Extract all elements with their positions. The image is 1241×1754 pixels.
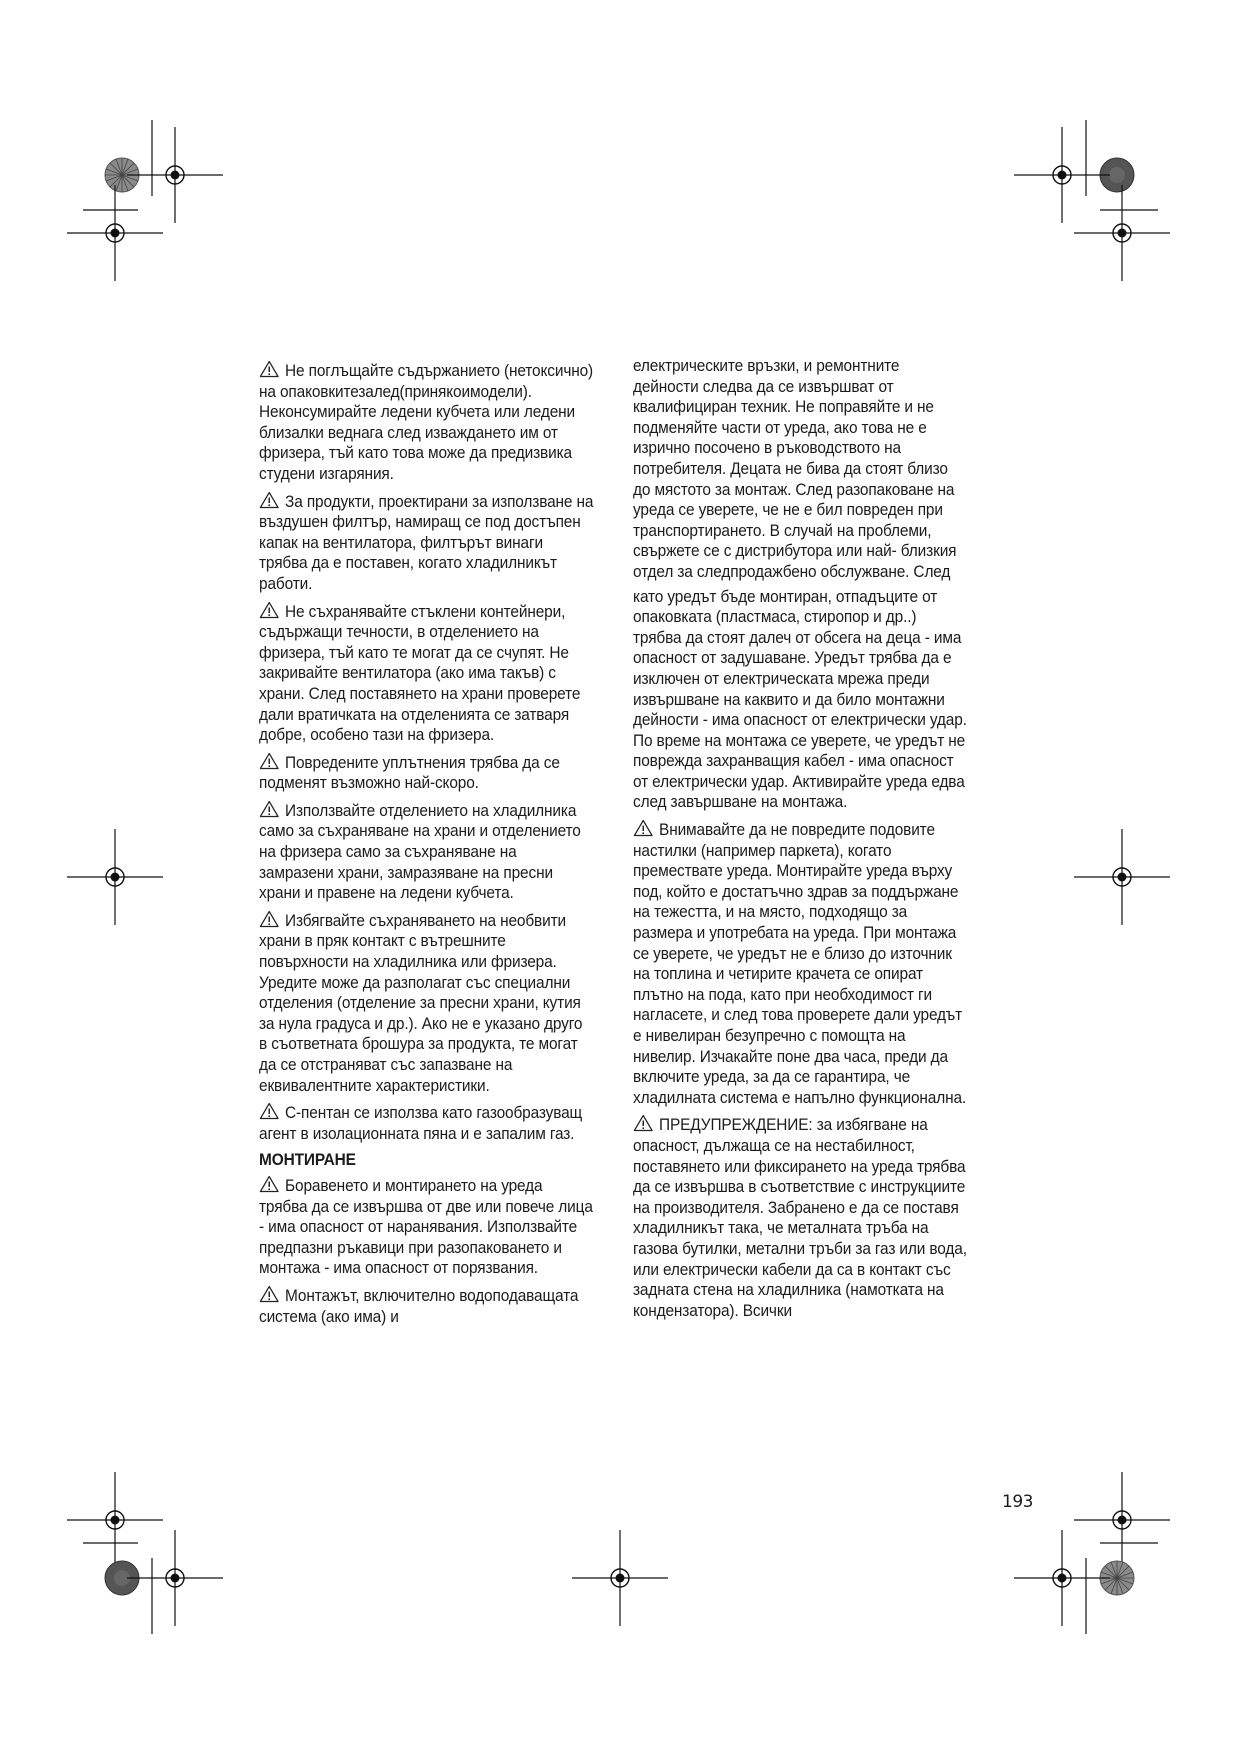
warning-triangle-icon <box>633 819 655 837</box>
section-heading: МОНТИРАНЕ <box>259 1150 356 1170</box>
crop-mark-top-left <box>67 120 223 281</box>
warning-triangle-icon <box>259 360 281 378</box>
warning-triangle-icon <box>259 1285 281 1303</box>
page-number: 193 <box>1002 1492 1033 1512</box>
warning-triangle-icon <box>633 1114 655 1132</box>
crop-mark-bottom-left <box>67 1472 223 1634</box>
paragraph-text: С-пентан се използва като газообразуващ агент в изолационната пяна и е запалим газ. <box>259 1103 583 1143</box>
paragraph-text: като уредът бъде монтиран, отпадъците от опаковката (пластмаса, стиропор и др..) трябва да стоят далеч от обсега на деца - има опасност от задушаване. Уредът трябва да е изключен от електрическата мрежа преди извършване на каквито и да било монтажни дейности - има опасност от електрически удар. По време на монтажа се уверете, че уредът не поврежда захранващия кабел - има опасност от електрически удар. Активирайте уреда едва след завършване на монтажа. <box>633 586 967 812</box>
paragraph-text: Не съхранявайте стъклени контейнери, съдържащи течности, в отделението на фризера, тъй като те могат да се счупят. Не закривайте вентилатора (ако има такъв) с храни. След поставянето на храни проверете дали вратичката на отделенията се затваря добре, особено тази на фризера. <box>259 601 581 745</box>
paragraph <box>259 1102 594 1144</box>
paragraph <box>633 819 968 1108</box>
paragraph <box>633 1114 968 1321</box>
paragraph <box>259 1285 594 1327</box>
paragraph-text: електрическите връзки, и ремонтните дейности следва да се извършват от квалифициран техник. Не поправяйте и не подменяйте части от уреда, ако това не е изрично посочено в ръководството на потребителя. Децата не бива да стоят близо до мястото за монтаж. След разопаковане на уреда се уверете, че не е бил повреден при транспортирането. В случай на проблеми, свържете се с дистрибутора или най- близкия отдел за следпродажбено обслужване. След <box>633 356 957 581</box>
paragraph-text: За продукти, проектирани за използване на въздушен филтър, намиращ се под достъпен капак на вентилатора, филтърът винаги трябва да е поставен, когато хладилникът работи. <box>259 491 594 593</box>
paragraph-text: Използвайте отделението на хладилника само за съхраняване на храни и отделението на фризера само за съхраняване на замразени храни, замразяване на пресни храни и правене на ледени кубчета. <box>259 800 581 903</box>
warning-triangle-icon <box>259 800 281 818</box>
paragraph <box>259 360 594 485</box>
warning-triangle-icon <box>259 910 281 928</box>
paragraph <box>259 910 594 1096</box>
paragraph-text: Не поглъщайте съдържанието (нетоксично) на опаковкитезалед(принякоимодели). Неконсумирайте ледени кубчета или ледени близалки веднага след изваждането им от фризера, тъй като това може да предизвика студени изгаряния. <box>259 361 594 483</box>
warning-triangle-icon <box>259 1102 281 1120</box>
paragraph-text: ПРЕДУПРЕЖДЕНИЕ: за избягване на опасност, дължаща се на нестабилност, поставянето или фиксирането на уреда трябва да се извършва в съответствие с инструкциите на производителя. Забранено е да се поставя хладилникът така, че металната тръба на газова бутилки, метални тръби за газ или вода, или електрически кабели да са в контакт със задната стена на хладилника (намотката на кондензатора). Всички <box>633 1115 967 1320</box>
paragraph-text: Внимавайте да не повредите подовите настилки (например паркета), когато премествате уреда. Монтирайте уреда върху под, който е достатъчно здрав за поддържане на тежестта, и на място, подходящо за размера и употребата на уреда. При монтажа се уверете, че уредът не е близо до източник на топлина и четирите крачета се опират плътно на пода, като при необходимост ги нагласете, и след това проверете дали уредът е нивелиран безупречно с помощта на нивелир. Изчакайте поне два часа, преди да включите уреда, за да се гарантира, че хладилната система е напълно функционална. <box>633 820 967 1107</box>
warning-triangle-icon <box>259 491 281 509</box>
paragraph <box>633 587 968 814</box>
right-column <box>633 356 968 1327</box>
paragraph-text: Избягвайте съхраняването на необвити храни в пряк контакт с вътрешните повърхности на хладилника или фризера. Уредите може да разполагат със специални отделения (отделение за пресни храни, кутия за нула градуса и др.). Ако не е указано друго в съответната брошура за продукта, те могат да се отстраняват със запазване на еквивалентните характеристики. <box>259 910 583 1095</box>
crop-mark-middle-right <box>1074 829 1170 925</box>
crop-mark-middle-left <box>67 829 163 925</box>
left-column <box>259 360 594 1333</box>
crop-mark-top-right <box>1014 120 1170 281</box>
paragraph-text: Монтажът, включително водоподаващата система (ако има) и <box>259 1285 579 1326</box>
paragraph <box>259 491 594 595</box>
warning-triangle-icon <box>259 752 281 770</box>
crop-mark-bottom-center <box>572 1530 668 1626</box>
warning-triangle-icon <box>259 601 281 619</box>
paragraph <box>259 601 594 746</box>
paragraph <box>633 356 968 583</box>
crop-mark-bottom-right <box>1014 1472 1170 1634</box>
warning-triangle-icon <box>259 1175 281 1193</box>
paragraph <box>259 800 594 904</box>
paragraph <box>259 752 594 794</box>
paragraph-text: Повредените уплътнения трябва да се подменят възможно най-скоро. <box>259 752 560 793</box>
paragraph-text: Боравенето и монтирането на уреда трябва да се извършва от две или повече лица - има опасност от наранявания. Използвайте предпазни ръкавици при разопаковането и монтажа - има опасност от порязвания. <box>259 1175 593 1278</box>
paragraph <box>259 1175 594 1279</box>
